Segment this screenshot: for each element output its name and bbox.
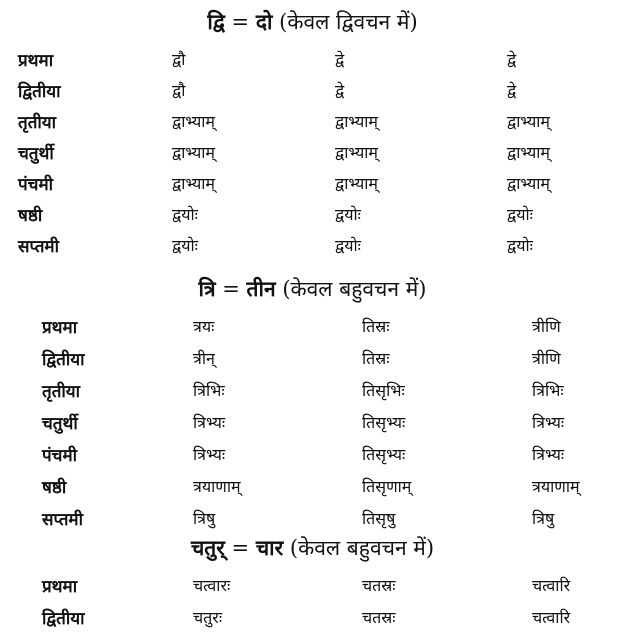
singular-form: त्रीन् — [193, 349, 215, 368]
singular-form: त्रिभ्यः — [193, 445, 226, 464]
declension-row — [0, 475, 625, 501]
singular-form: चत्वारः — [193, 576, 231, 595]
declension-row — [0, 234, 625, 260]
dual-form: द्वे — [335, 81, 345, 100]
dual-form: द्वयोः — [335, 236, 361, 255]
case-name: सप्तमी — [42, 510, 83, 530]
singular-form: द्वाभ्याम् — [172, 143, 215, 162]
plural-form: द्वयोः — [507, 236, 533, 255]
plural-form: त्रिभ्यः — [532, 413, 565, 432]
dual-form: द्वाभ्याम् — [335, 143, 378, 162]
singular-form: द्वाभ्याम् — [172, 174, 215, 193]
plural-form: चत्वारि — [532, 607, 571, 627]
case-name: षष्ठी — [42, 478, 67, 498]
heading-word: द्वि — [207, 9, 225, 34]
heading-word: चतुर् — [190, 535, 225, 560]
singular-form: द्वौ — [172, 50, 186, 69]
case-name: प्रथमा — [42, 577, 78, 597]
dual-form: तिसृषु — [362, 509, 396, 528]
plural-form: त्रयाणाम् — [532, 477, 580, 496]
declension-row — [0, 48, 625, 74]
plural-form: त्रीणि — [532, 349, 561, 368]
case-name: चतुर्थी — [42, 414, 78, 434]
section-heading-chatur — [0, 534, 625, 562]
declension-row — [0, 574, 625, 600]
declension-row — [0, 79, 625, 105]
plural-form: त्रिषु — [532, 509, 555, 528]
plural-form: द्वाभ्याम् — [507, 174, 550, 193]
case-name: द्वितीया — [42, 350, 85, 370]
singular-form: द्वयोः — [172, 236, 198, 255]
dual-form: द्वे — [335, 50, 345, 69]
singular-form: त्रिषु — [193, 509, 216, 528]
plural-form: द्वाभ्याम् — [507, 143, 550, 162]
heading-meaning: दो — [255, 9, 273, 34]
plural-form: द्वाभ्याम् — [507, 112, 550, 131]
plural-form: त्रीणि — [532, 317, 561, 336]
plural-form: द्वे — [507, 50, 517, 69]
singular-form: द्वाभ्याम् — [172, 112, 215, 131]
heading-note: (केवल बहुवचन में) — [289, 536, 435, 560]
singular-form: त्रयाणाम् — [193, 477, 241, 496]
declension-row — [0, 203, 625, 229]
case-name: षष्ठी — [18, 206, 43, 226]
declension-row — [0, 443, 625, 469]
declension-row — [0, 507, 625, 533]
singular-form: त्रिभिः — [193, 381, 225, 400]
case-name: सप्तमी — [18, 237, 59, 257]
dual-form: तिसृणाम् — [362, 477, 412, 496]
heading-equals: = — [231, 536, 250, 560]
case-name: द्वितीया — [42, 608, 85, 629]
heading-meaning: चार — [255, 535, 284, 560]
singular-form: त्रिभ्यः — [193, 413, 226, 432]
declension-row — [0, 315, 625, 341]
case-name: तृतीया — [42, 382, 81, 402]
singular-form: त्रयः — [193, 317, 215, 336]
case-name: पंचमी — [42, 446, 78, 466]
case-name: पंचमी — [18, 175, 54, 195]
dual-form: तिसृभ्यः — [362, 445, 406, 464]
section-heading-tri — [0, 275, 625, 303]
declension-row — [0, 110, 625, 136]
heading-note: (केवल बहुवचन में) — [282, 277, 427, 301]
dual-form: तिसृभिः — [362, 381, 405, 400]
declension-row — [0, 141, 625, 167]
plural-form: द्वयोः — [507, 205, 533, 224]
dual-form: तिसृभ्यः — [362, 413, 406, 432]
heading-equals: = — [222, 277, 240, 301]
case-name: प्रथमा — [42, 318, 78, 338]
heading-equals: = — [231, 10, 250, 34]
dual-form: द्वयोः — [335, 205, 361, 224]
dual-form: द्वाभ्याम् — [335, 112, 378, 131]
heading-word: त्रि — [198, 276, 216, 301]
declension-row — [0, 347, 625, 373]
dual-form: चतस्रः — [362, 607, 396, 627]
dual-form: तिस्रः — [362, 317, 390, 336]
declension-row — [0, 379, 625, 405]
plural-form: द्वे — [507, 81, 517, 100]
case-name: द्वितीया — [18, 82, 61, 102]
plural-form: त्रिभ्यः — [532, 445, 565, 464]
declension-row — [0, 172, 625, 198]
dual-form: तिस्रः — [362, 349, 390, 368]
section-heading-dvi — [0, 8, 625, 36]
plural-form: चत्वारि — [532, 576, 571, 595]
singular-form: चतुरः — [193, 607, 223, 627]
dual-form: चतस्रः — [362, 576, 396, 595]
plural-form: त्रिभिः — [532, 381, 564, 400]
singular-form: द्वयोः — [172, 205, 198, 224]
declension-row — [0, 606, 625, 632]
case-name: चतुर्थी — [18, 144, 54, 164]
singular-form: द्वौ — [172, 81, 186, 100]
case-name: प्रथमा — [18, 51, 54, 71]
heading-meaning: तीन — [246, 276, 276, 301]
declension-row — [0, 411, 625, 437]
heading-note: (केवल द्विवचन में) — [279, 10, 418, 34]
dual-form: द्वाभ्याम् — [335, 174, 378, 193]
case-name: तृतीया — [18, 113, 57, 133]
